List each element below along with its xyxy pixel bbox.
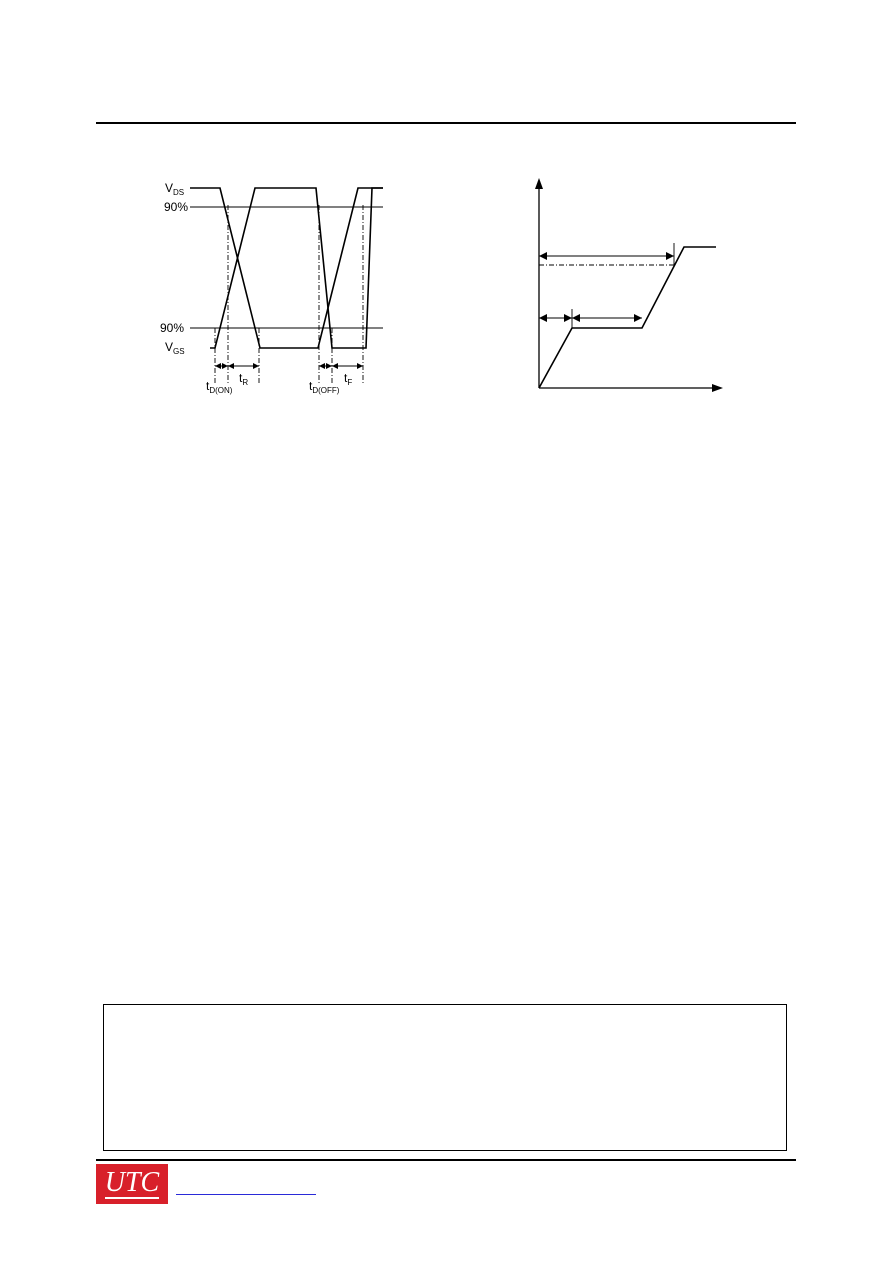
notice-box bbox=[103, 1004, 787, 1151]
arrowhead bbox=[666, 252, 674, 260]
arrowhead bbox=[222, 363, 228, 369]
vgs-label: $V_{GS}$ bbox=[165, 340, 185, 356]
x-axis-arrowhead bbox=[712, 384, 723, 392]
vgs-waveform bbox=[210, 188, 383, 348]
tf-label: $t_F$ bbox=[344, 371, 353, 387]
utc-logo: UTC bbox=[96, 1161, 168, 1204]
y-axis-arrowhead bbox=[535, 178, 543, 189]
arrowhead bbox=[564, 314, 572, 322]
arrowhead bbox=[634, 314, 642, 322]
arrowhead bbox=[332, 363, 338, 369]
td-on-label: $t_{D(ON)}$ bbox=[206, 379, 233, 395]
gate-charge-diagram bbox=[535, 178, 723, 392]
tr-label: $t_R$ bbox=[239, 371, 249, 387]
arrowhead bbox=[357, 363, 363, 369]
website-link[interactable] bbox=[176, 1180, 316, 1195]
arrowhead bbox=[253, 363, 259, 369]
arrowhead bbox=[539, 314, 547, 322]
arrowhead bbox=[572, 314, 580, 322]
td-off-label: $t_{D(OFF)}$ bbox=[309, 379, 340, 395]
vds-90-percent-label: 90% bbox=[164, 200, 189, 214]
vds-waveform bbox=[190, 188, 383, 348]
footer-rule bbox=[96, 1159, 796, 1161]
arrowhead bbox=[326, 363, 332, 369]
switching-waveform-diagram bbox=[190, 188, 383, 384]
arrowhead bbox=[319, 363, 325, 369]
arrowhead bbox=[215, 363, 221, 369]
vds-label: $V_{DS}$ bbox=[165, 181, 185, 197]
arrowhead bbox=[539, 252, 547, 260]
arrowhead bbox=[228, 363, 234, 369]
vgs-90-percent-label: 90% bbox=[160, 321, 185, 335]
